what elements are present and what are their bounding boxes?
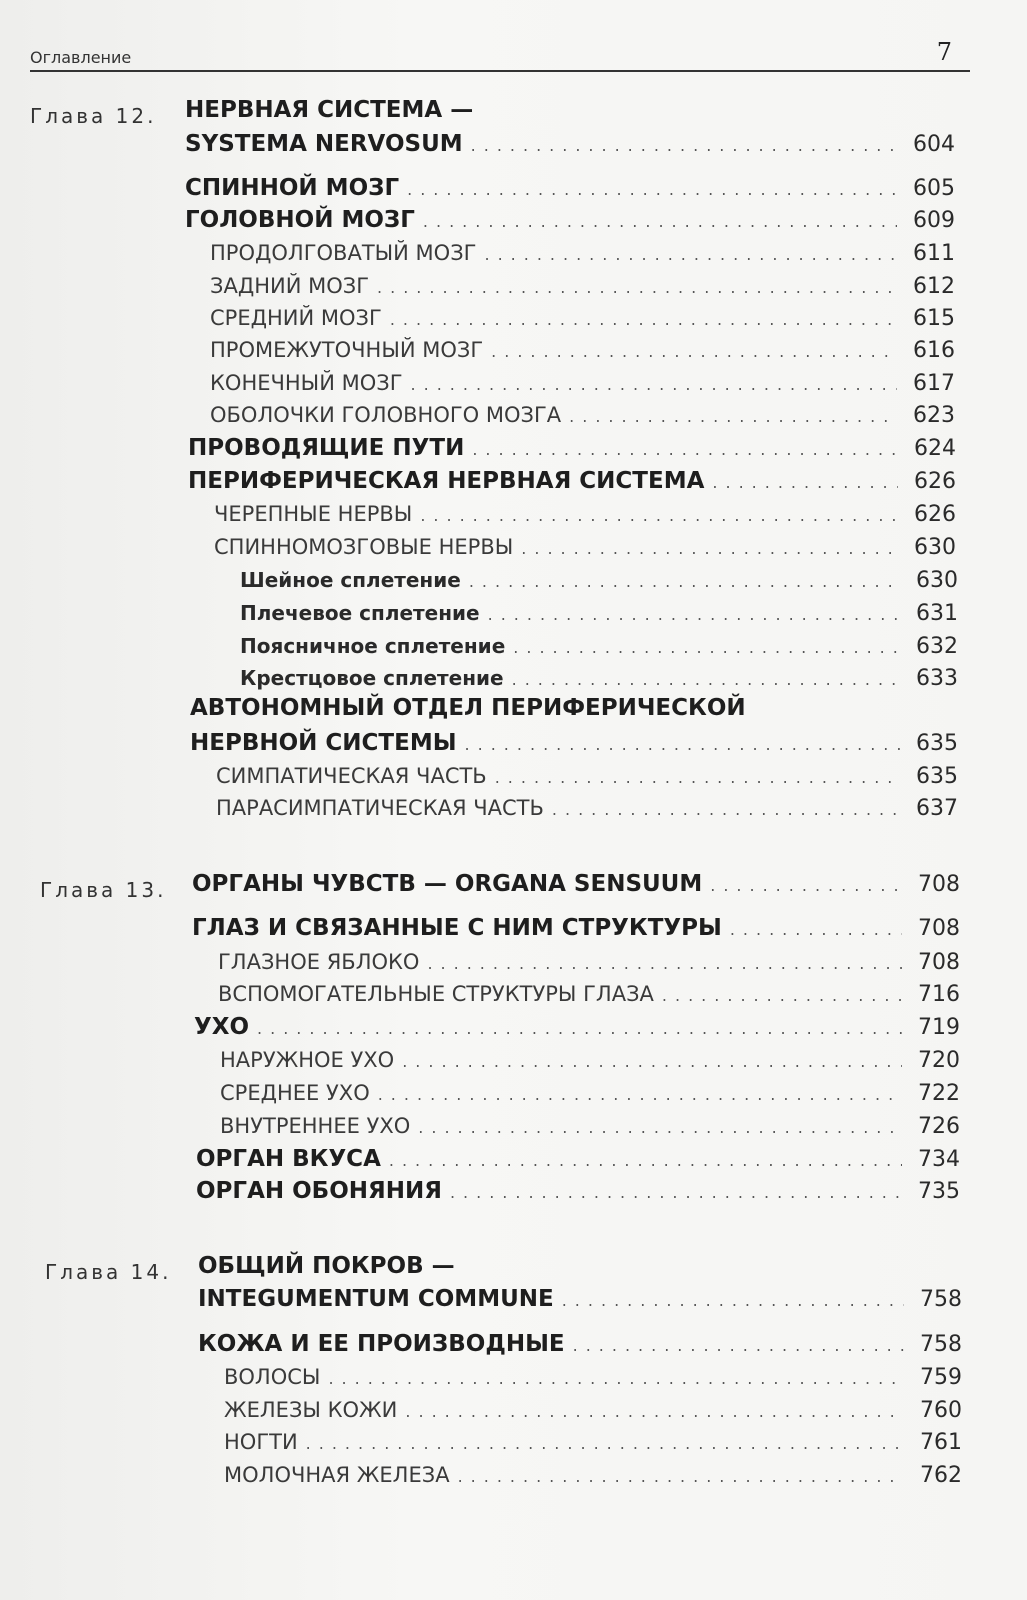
leader-dots xyxy=(513,632,900,664)
leader-dots xyxy=(491,336,897,368)
toc-page-number: 630 xyxy=(916,568,958,593)
toc-entry xyxy=(214,498,956,530)
toc-entry xyxy=(196,1175,960,1207)
toc-page-number: 631 xyxy=(916,601,958,626)
toc-entry-text: ПРОВОДЯЩИЕ ПУТИ xyxy=(188,435,465,461)
leader-dots xyxy=(569,401,897,433)
toc-entry xyxy=(198,1328,962,1360)
toc-page-number: 758 xyxy=(920,1287,962,1312)
toc-entry-text: НЕРВНОЙ СИСТЕМЫ xyxy=(190,730,457,756)
leader-dots xyxy=(465,729,900,761)
chapter-title-line1: НЕРВНАЯ СИСТЕМА — xyxy=(185,97,474,123)
leader-dots xyxy=(377,272,897,304)
toc-entry xyxy=(188,465,956,497)
leader-dots xyxy=(411,369,897,401)
toc-entry-text: Шейное сплетение xyxy=(240,568,461,592)
toc-entry xyxy=(216,792,958,824)
toc-page-number: 637 xyxy=(916,796,958,821)
leader-dots xyxy=(420,500,898,532)
leader-dots xyxy=(521,533,898,565)
toc-entry xyxy=(240,662,958,694)
toc-entry xyxy=(210,367,955,399)
toc-entry xyxy=(224,1394,962,1426)
toc-page-number: 624 xyxy=(914,436,956,461)
toc-page-number: 623 xyxy=(913,403,955,428)
toc-entry-text: ПЕРИФЕРИЧЕСКАЯ НЕРВНАЯ СИСТЕМА xyxy=(188,468,705,494)
toc-entry-text: ВНУТРЕННЕЕ УХО xyxy=(220,1114,411,1138)
toc-entry xyxy=(210,334,955,366)
toc-page-number: 708 xyxy=(918,872,960,897)
toc-entry xyxy=(216,760,958,792)
toc-entry-text: СПИННОМОЗГОВЫЕ НЕРВЫ xyxy=(214,535,514,559)
toc-entry-text: ГОЛОВНОЙ МОЗГ xyxy=(185,207,415,233)
toc-entry-text: СРЕДНИЙ МОЗГ xyxy=(210,306,382,330)
toc-page-number: 734 xyxy=(918,1147,960,1172)
leader-dots xyxy=(472,434,898,466)
leader-dots xyxy=(390,304,897,336)
leader-dots xyxy=(562,1285,904,1317)
leader-dots xyxy=(450,1177,902,1209)
toc-entry-text: КОНЕЧНЫЙ МОЗГ xyxy=(210,371,403,395)
toc-page-number: 609 xyxy=(913,208,955,233)
chapter-label: Глава 13. xyxy=(40,878,167,902)
leader-dots xyxy=(423,206,897,238)
leader-dots xyxy=(306,1428,904,1460)
chapter-label: Глава 14. xyxy=(45,1260,172,1284)
toc-entry xyxy=(196,1143,960,1175)
toc-entry xyxy=(210,399,955,431)
toc-page-number: 635 xyxy=(916,764,958,789)
leader-dots xyxy=(662,980,902,1012)
chapter-title xyxy=(192,868,960,900)
toc-entry xyxy=(218,978,960,1010)
toc-entry xyxy=(224,1361,962,1393)
toc-page-number: 759 xyxy=(920,1365,962,1390)
toc-entry-text: АВТОНОМНЫЙ ОТДЕЛ ПЕРИФЕРИЧЕСКОЙ xyxy=(190,695,746,721)
leader-dots xyxy=(257,1013,902,1045)
toc-entry-text: ГЛАЗНОЕ ЯБЛОКО xyxy=(218,950,420,974)
toc-entry xyxy=(192,912,960,944)
toc-entry-text: Крестцовое сплетение xyxy=(240,666,504,690)
toc-page-number: 626 xyxy=(914,469,956,494)
leader-dots xyxy=(710,870,902,902)
leader-dots xyxy=(418,1112,902,1144)
toc-page-number: 762 xyxy=(920,1463,962,1488)
toc-page-number: 760 xyxy=(920,1398,962,1423)
leader-dots xyxy=(458,1461,904,1493)
toc-entry-text: ОРГАН ВКУСА xyxy=(196,1146,381,1172)
toc-entry-text: ОБОЛОЧКИ ГОЛОВНОГО МОЗГА xyxy=(210,403,562,427)
leader-dots xyxy=(407,174,897,206)
toc-page-number: 615 xyxy=(913,306,955,331)
leader-dots xyxy=(402,1046,902,1078)
chapter-label: Глава 12. xyxy=(30,104,157,128)
leader-dots xyxy=(484,239,897,271)
leader-dots xyxy=(488,599,900,631)
toc-page-number: 612 xyxy=(913,274,955,299)
toc-page-number: 632 xyxy=(916,634,958,659)
toc-entry-text: Поясничное сплетение xyxy=(240,634,506,658)
toc-entry-text: ОРГАН ОБОНЯНИЯ xyxy=(196,1178,442,1204)
toc-entry-text: ЧЕРЕПНЫЕ НЕРВЫ xyxy=(214,502,413,526)
toc-entry-text: ПРОДОЛГОВАТЫЙ МОЗГ xyxy=(210,241,477,265)
toc-entry-text: ОРГАНЫ ЧУВСТВ — ORGANA SENSUUM xyxy=(192,871,703,897)
toc-entry-text: СИМПАТИЧЕСКАЯ ЧАСТЬ xyxy=(216,764,487,788)
leader-dots xyxy=(573,1330,904,1362)
toc-page-number: 635 xyxy=(916,731,958,756)
leader-dots xyxy=(471,130,897,162)
leader-dots xyxy=(427,948,902,980)
toc-page-number: 716 xyxy=(918,982,960,1007)
leader-dots xyxy=(495,762,900,794)
toc-page-number: 626 xyxy=(914,502,956,527)
leader-dots xyxy=(328,1363,904,1395)
toc-entry-text: МОЛОЧНАЯ ЖЕЛЕЗА xyxy=(224,1463,450,1487)
toc-entry xyxy=(185,172,955,204)
toc-page-number: 617 xyxy=(913,371,955,396)
toc-page-number: 605 xyxy=(913,176,955,201)
toc-entry xyxy=(224,1459,962,1491)
toc-entry-text: ПРОМЕЖУТОЧНЫЙ МОЗГ xyxy=(210,338,484,362)
toc-entry xyxy=(185,204,955,236)
toc-page-number: 604 xyxy=(913,132,955,157)
chapter-title-line1: ОБЩИЙ ПОКРОВ — xyxy=(198,1253,455,1279)
toc-entry-text: СПИННОЙ МОЗГ xyxy=(185,175,400,201)
toc-entry xyxy=(220,1110,960,1142)
toc-entry xyxy=(240,564,958,596)
page-number: 7 xyxy=(936,38,952,66)
toc-entry-text: СРЕДНЕЕ УХО xyxy=(220,1081,370,1105)
toc-page-number: 630 xyxy=(914,535,956,560)
toc-entry-text: INTEGUMENTUM COMMUNE xyxy=(198,1286,554,1312)
toc-page-number: 758 xyxy=(920,1332,962,1357)
toc-entry xyxy=(194,1011,960,1043)
toc-page-number: 616 xyxy=(913,338,955,363)
toc-page-number: 735 xyxy=(918,1179,960,1204)
toc-entry xyxy=(240,597,958,629)
toc-entry-text: ЗАДНИЙ МОЗГ xyxy=(210,274,370,298)
toc-entry xyxy=(218,946,960,978)
toc-entry-text: SYSTEMA NERVOSUM xyxy=(185,131,463,157)
toc-entry-text: ПАРАСИМПАТИЧЕСКАЯ ЧАСТЬ xyxy=(216,796,544,820)
toc-entry xyxy=(220,1044,960,1076)
toc-page-number: 708 xyxy=(918,916,960,941)
running-head xyxy=(30,38,970,72)
toc-page-number: 611 xyxy=(913,241,955,266)
toc-page-number: 722 xyxy=(918,1081,960,1106)
toc-entry-text: НОГТИ xyxy=(224,1430,298,1454)
toc-entry xyxy=(210,270,955,302)
toc-page-number: 633 xyxy=(916,666,958,691)
leader-dots xyxy=(552,794,900,826)
toc-entry-text: ВОЛОСЫ xyxy=(224,1365,321,1389)
toc-entry xyxy=(224,1426,962,1458)
toc-entry-text: КОЖА И ЕЕ ПРОИЗВОДНЫЕ xyxy=(198,1331,565,1357)
toc-entry xyxy=(220,1077,960,1109)
toc-page-number: 708 xyxy=(918,950,960,975)
toc-entry-text: ГЛАЗ И СВЯЗАННЫЕ С НИМ СТРУКТУРЫ xyxy=(192,915,722,941)
leader-dots xyxy=(469,566,900,598)
toc-entry xyxy=(210,237,955,269)
leader-dots xyxy=(389,1145,902,1177)
running-head-title: Оглавление xyxy=(30,48,132,67)
leader-dots xyxy=(712,467,898,499)
toc-entry-text: НАРУЖНОЕ УХО xyxy=(220,1048,395,1072)
toc-entry xyxy=(190,727,958,759)
toc-page-number: 761 xyxy=(920,1430,962,1455)
chapter-title-line2 xyxy=(185,128,955,160)
toc-entry-text: ВСПОМОГАТЕЛЬНЫЕ СТРУКТУРЫ ГЛАЗА xyxy=(218,982,654,1006)
toc-page-number: 726 xyxy=(918,1114,960,1139)
toc-page-number: 719 xyxy=(918,1015,960,1040)
toc-entry xyxy=(240,630,958,662)
leader-dots xyxy=(378,1079,902,1111)
chapter-title-line2 xyxy=(198,1283,962,1315)
toc-entry-text: ЖЕЛЕЗЫ КОЖИ xyxy=(224,1398,398,1422)
toc-page-number: 720 xyxy=(918,1048,960,1073)
toc-entry xyxy=(188,432,956,464)
leader-dots xyxy=(405,1396,904,1428)
toc-entry-text: Плечевое сплетение xyxy=(240,601,480,625)
toc-entry-text: УХО xyxy=(194,1014,250,1040)
toc-entry xyxy=(214,531,956,563)
toc-entry xyxy=(210,302,955,334)
leader-dots xyxy=(730,914,902,946)
